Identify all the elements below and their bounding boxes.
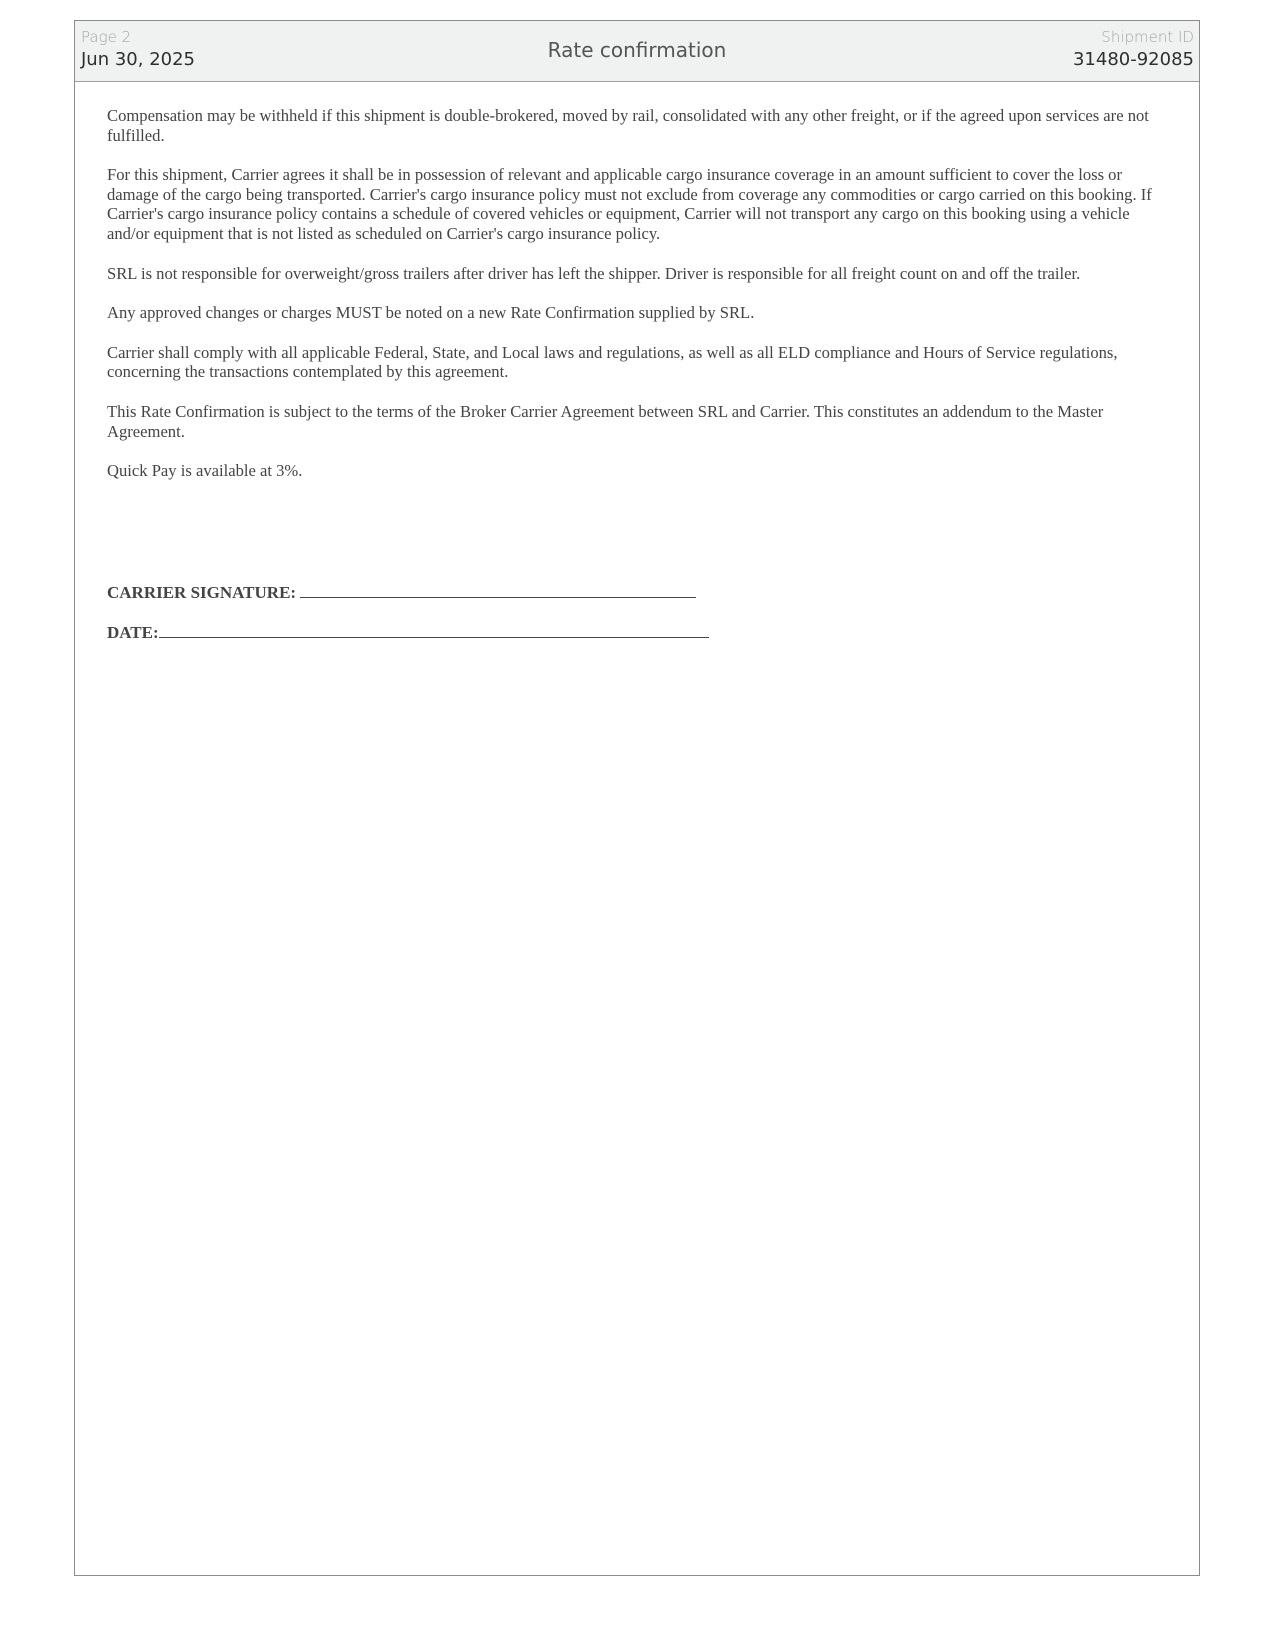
header-right — [1073, 27, 1194, 73]
shipment-id-label: Shipment ID — [1101, 28, 1194, 46]
carrier-signature-label: CARRIER SIGNATURE: — [107, 583, 301, 602]
document-date: Jun 30, 2025 — [81, 49, 196, 70]
shipment-id: 31480-92085 — [1072, 49, 1194, 70]
date-field[interactable] — [159, 622, 709, 638]
carrier-signature-field[interactable] — [300, 582, 696, 598]
paragraph-compliance: Carrier shall comply with all applicable Federal, State, and Local laws and regulations, as well as all ELD compliance and Hours of Service regulations, concerning the transactions contemplated by this agreement. — [107, 342, 1118, 382]
signature-block — [107, 582, 709, 662]
paragraph-cargo-insurance: For this shipment, Carrier agrees it shall be in possession of relevant and applicable cargo insurance coverage in an amount sufficient to cover the loss or damage of the cargo being transported. Carrier's cargo insurance policy must not exclude from coverage any commodities or cargo carried on this booking. If Carrier's cargo insurance policy contains a schedule of covered vehicles or equipment, Carrier will not transport any cargo on this booking using a vehicle and/or equipment that is not listed as scheduled on Carrier's cargo insurance policy. — [107, 165, 1152, 243]
paragraph-approved-changes: Any approved changes or charges MUST be noted on a new Rate Confirmation supplied by SRL. — [107, 303, 755, 323]
document-title: Rate confirmation — [547, 38, 727, 62]
paragraph-quick-pay: Quick Pay is available at 3%. — [107, 461, 303, 481]
terms-body — [107, 106, 1171, 501]
paragraph-overweight: SRL is not responsible for overweight/gross trailers after driver has left the shipper. Driver is responsible for all freight count on and off the trailer. — [107, 263, 1081, 283]
page-number: Page 2 — [81, 28, 132, 46]
page-header — [75, 21, 1199, 82]
paragraph-compensation: Compensation may be withheld if this shipment is double-brokered, moved by rail, consolidated with any other freight, or if the agreed upon services are not fulfilled. — [107, 106, 1149, 145]
date-label: DATE: — [107, 623, 159, 642]
paragraph-addendum: This Rate Confirmation is subject to the terms of the Broker Carrier Agreement between SRL and Carrier. This constitutes an addendum to the Master Agreement. — [107, 401, 1104, 441]
date-signature-line — [107, 622, 709, 642]
carrier-signature-line — [107, 582, 709, 602]
